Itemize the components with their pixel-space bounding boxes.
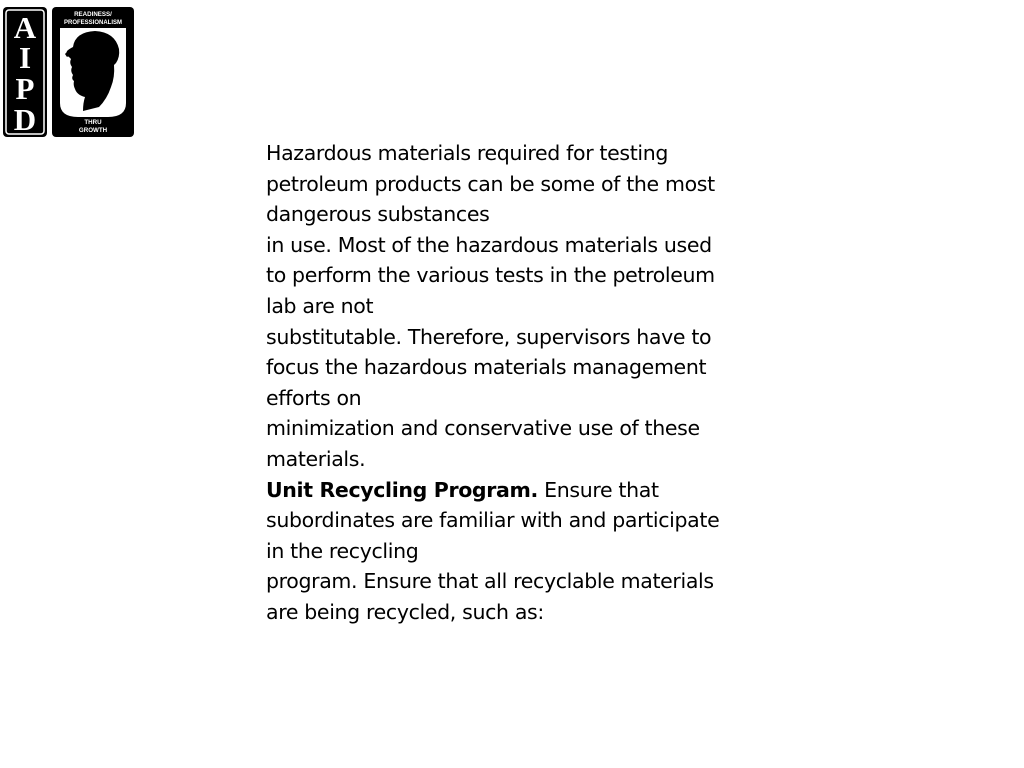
text-line: minimization and conservative use of these <box>266 416 700 441</box>
logo-growth-text: GROWTH <box>78 127 108 134</box>
text-line: to perform the various tests in the petroleum <box>266 263 715 288</box>
text-line: lab are not <box>266 293 374 318</box>
text-line: program. Ensure that all recyclable materials <box>266 569 714 594</box>
logo-letter-i: I <box>18 40 32 75</box>
aipd-logo-graphic <box>3 7 134 137</box>
logo-professionalism-text: PROFESSIONALISM <box>63 20 123 26</box>
text-line: in use. Most of the hazardous materials used <box>266 232 712 257</box>
text-line: in the recycling <box>266 538 419 563</box>
section-heading-rest: Ensure that <box>537 477 659 502</box>
text-line: Hazardous materials required for testing <box>266 141 669 165</box>
text-line: substitutable. Therefore, supervisors have to <box>266 324 712 349</box>
logo-letter-a: A <box>13 10 37 45</box>
logo-thru-text: THRU <box>84 119 102 126</box>
logo-letter-d: D <box>13 102 37 137</box>
text-line: are being recycled, such as: <box>266 599 544 624</box>
body-text <box>266 138 756 628</box>
text-line: dangerous substances <box>266 202 490 227</box>
text-line: subordinates are familiar with and participate <box>266 508 720 533</box>
aipd-logo <box>3 7 134 137</box>
text-line: petroleum products can be some of the most <box>266 171 715 196</box>
text-line: efforts on <box>266 385 362 410</box>
text-line: materials. <box>266 446 366 471</box>
section-heading: Unit Recycling Program. <box>266 477 538 502</box>
section-heading-line <box>266 475 756 506</box>
text-line: focus the hazardous materials management <box>266 355 707 380</box>
logo-readiness-text: READINESS/ <box>74 11 112 18</box>
logo-letter-p: P <box>15 71 35 106</box>
